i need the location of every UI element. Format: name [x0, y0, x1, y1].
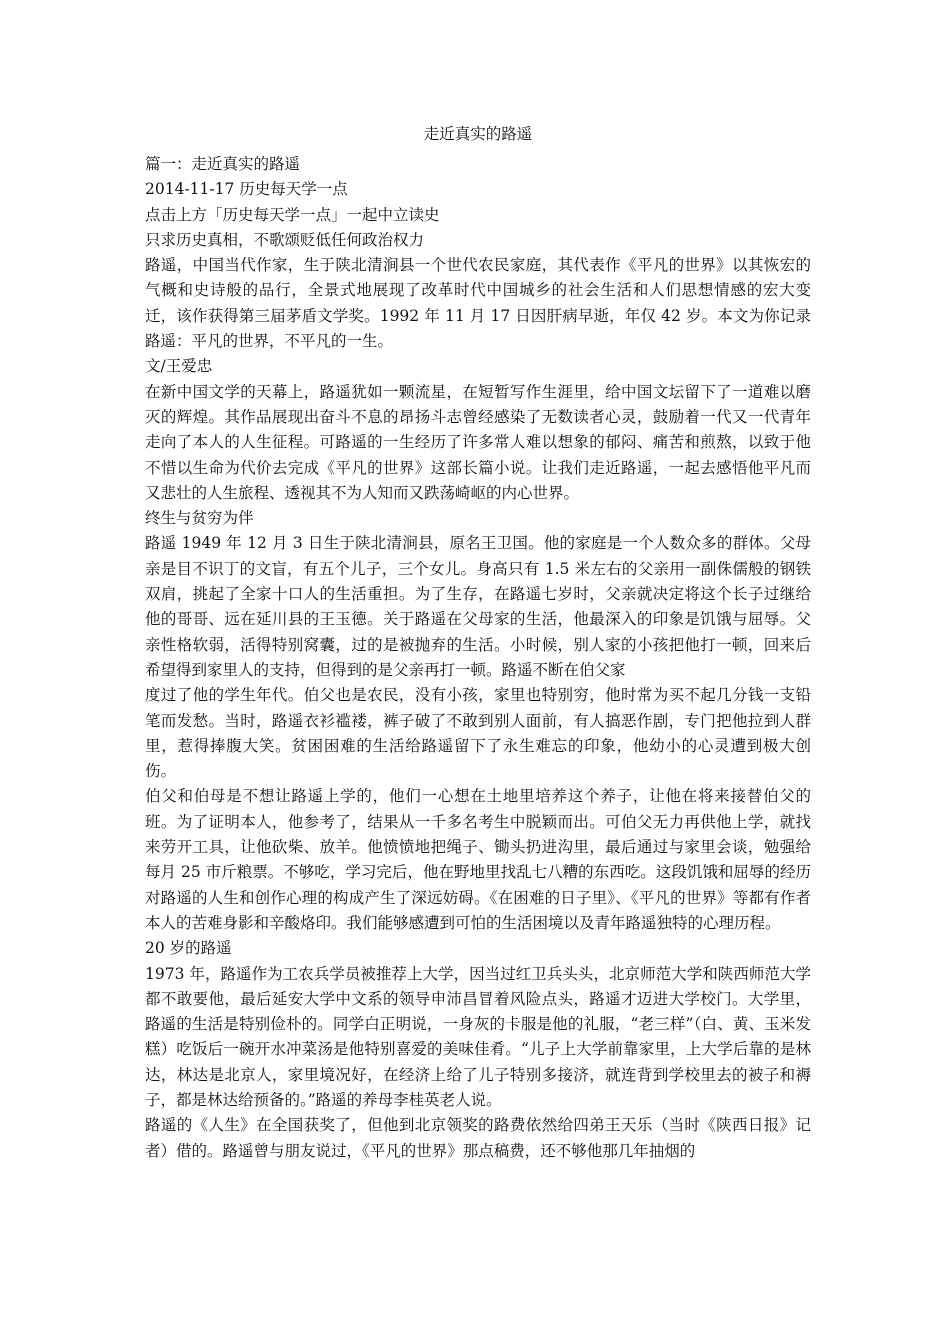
- document-title: 走近真实的路遥: [423, 125, 533, 143]
- paragraph-body: 1973 年，路遥作为工农兵学员被推荐上大学，因当过红卫兵头头，北京师范大学和陕西师范大学都不敢要他，最后延安大学中文系的领导申沛昌冒着风险点头，路遥才迈进大学校门。大学里，路遥的生活是特别俭朴的。同学白正明说，一身灰的卡服是他的礼服，“老三样”（白、黄、玉米发糕）吃饭后一碗开水冲菜汤是他特别喜爱的美味佳肴。“儿子上大学前靠家里，上大学后靠的是林达，林达是北京人，家里境况好，在经济上给了儿子特别多接济，就连背到学校里去的被子和褥子，都是林达给预备的。”路遥的养母李桂英老人说。: [145, 964, 811, 1109]
- paragraph-author: 文/王爱忠: [145, 357, 213, 376]
- document-page: [145, 120, 811, 1164]
- paragraph-subheading-poverty: 终生与贫穷为伴: [145, 509, 254, 528]
- paragraph-body: 在新中国文学的天幕上，路遥犹如一颗流星，在短暂写作生涯里，给中国文坛留下了一道难以磨灭的辉煌。其作品展现出奋斗不息的昂扬斗志曾经感染了无数读者心灵，鼓励着一代又一代青年走向了本人的人生征程。可路遥的一生经历了许多常人难以想象的郁闷、痛苦和煎熬，以致于他不惜以生命为代价去完成《平凡的世界》这部长篇小说。让我们走近路遥，一起去感悟他平凡而又悲壮的人生旅程、透视其不为人知而又跌荡崎岖的内心世界。: [145, 382, 811, 502]
- paragraph-subheading-age20: 20 岁的路遥: [145, 939, 232, 958]
- paragraph-body: 路遥 1949 年 12 月 3 日生于陕北清涧县，原名王卫国。他的家庭是一个人数众多的群体。父母亲是目不识丁的文盲，有五个儿子，三个女儿。身高只有 1.5 米左右的父亲用一副侏儒般的钢铁双肩，挑起了全家十口人的生活重担。为了生存，在路遥七岁时，父亲就决定将这个长子过继给他的哥哥、远在延川县的王玉德。关于路遥在父母家的生活，他最深入的印象是饥饿与屈辱。父亲性格软弱，活得特别窝囊，过的是被抛弃的生活。小时候，别人家的小孩把他打一顿，回来后希望得到家里人的支持，但得到的是父亲再打一顿。路遥不断在伯父家: [145, 534, 811, 679]
- paragraph-date-source: 2014-11-17 历史每天学一点: [145, 180, 348, 199]
- paragraph-body: 路遥的《人生》在全国获奖了，但他到北京领奖的路费依然给四弟王天乐（当时《陕西日报》记者）借的。路遥曾与朋友说过，《平凡的世界》那点稿费，还不够他那几年抽烟的: [145, 1116, 811, 1160]
- paragraph-intro: 路遥，中国当代作家，生于陕北清涧县一个世代农民家庭，其代表作《平凡的世界》以其恢宏的气概和史诗般的品行，全景式地展现了改革时代中国城乡的社会生活和人们思想情感的宏大变迁，该作获得第三届茅盾文学奖。1992 年 11 月 17 日因肝病早逝，年仅 42 岁。本文为你记录路遥：平凡的世界，不平凡的一生。: [145, 256, 811, 351]
- paragraph-follow-prompt: 点击上方「历史每天学一点」一起中立读史: [145, 205, 440, 224]
- paragraph-slogan: 只求历史真相，不歌颂贬低任何政治权力: [145, 230, 425, 249]
- paragraph-section-heading: 篇一：走近真实的路遥: [145, 155, 301, 173]
- paragraph-body: 度过了他的学生年代。伯父也是农民，没有小孩，家里也特别穷，他时常为买不起几分钱一支铅笔而发愁。当时，路遥衣衫褴褛，裤子破了不敢到别人面前，有人搞恶作剧，专门把他拉到人群里，惹得捧腹大笑。贫困困难的生活给路遥留下了永生难忘的印象，他幼小的心灵遭到极大创伤。: [145, 686, 811, 781]
- paragraph-body: 伯父和伯母是不想让路遥上学的，他们一心想在土地里培养这个养子，让他在将来接替伯父的班。为了证明本人，他参考了，结果从一千多名考生中脱颖而出。可伯父无力再供他上学，就找来劳开工具，让他砍柴、放羊。他愤愤地把绳子、锄头扔进沟里，最后通过与家里会谈，勉强给每月 25 市斤粮票。不够吃，学习完后，他在野地里找乱七八糟的东西吃。这段饥饿和屈辱的经历对路遥的人生和创作心理的构成产生了深远妨碍。《在困难的日子里》、《平凡的世界》等都有作者本人的苦难身影和辛酸烙印。我们能够感遭到可怕的生活困境以及青年路遥独特的心理历程。: [145, 787, 811, 932]
